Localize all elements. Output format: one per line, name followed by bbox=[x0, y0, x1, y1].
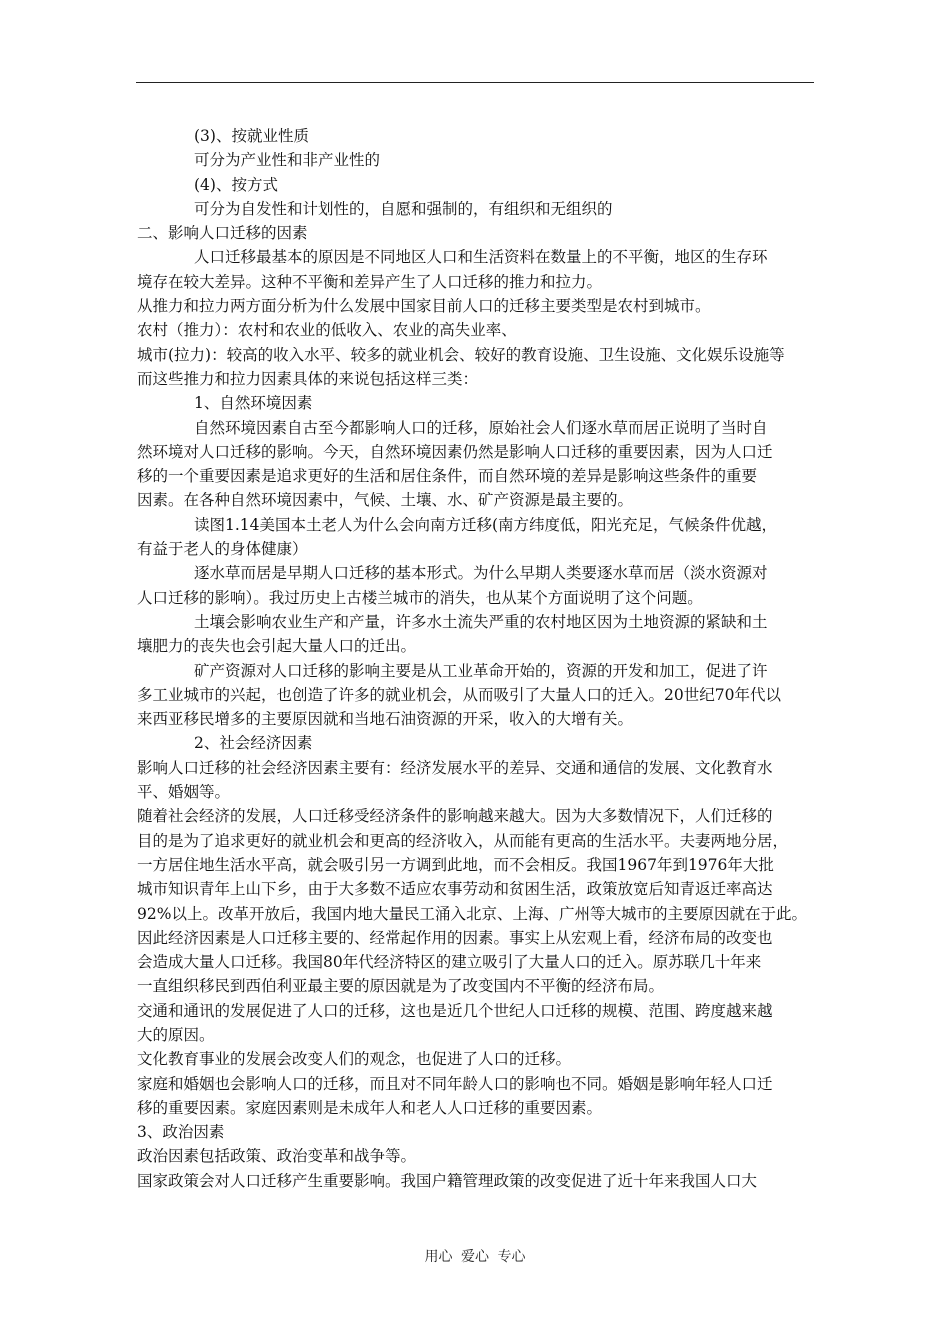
document-body bbox=[137, 124, 815, 1193]
text-line: 会造成大量人口迁移。我国80年代经济特区的建立吸引了大量人口的迁入。原苏联几十年来 bbox=[137, 953, 762, 972]
text-line: 土壤会影响农业生产和产量，许多水土流失严重的农村地区因为土地资源的紧缺和土 bbox=[194, 612, 768, 631]
text-line: 92%以上。改革开放后，我国内地大量民工涌入北京、上海、广州等大城市的主要原因就在于此。 bbox=[137, 904, 807, 923]
subsection-heading: 2、社会经济因素 bbox=[194, 734, 313, 753]
text-line: 从推力和拉力两方面分析为什么发展中国家目前人口的迁移主要类型是农村到城市。 bbox=[137, 297, 711, 316]
text-line: 农村（推力）：农村和农业的低收入、农业的高失业率、 bbox=[137, 321, 517, 340]
text-line: 然环境对人口迁移的影响。今天，自然环境因素仍然是影响人口迁移的重要因素，因为人口迁 bbox=[137, 442, 773, 461]
text-line: 逐水草而居是早期人口迁移的基本形式。为什么早期人类要逐水草而居（淡水资源对 bbox=[194, 564, 768, 583]
text-line: 读图1.14美国本土老人为什么会向南方迁移(南方纬度低，阳光充足，气候条件优越， bbox=[194, 515, 778, 534]
text-line: 随着社会经济的发展，人口迁移受经济条件的影响越来越大。因为大多数情况下，人们迁移的 bbox=[137, 807, 773, 826]
text-line: 交通和通讯的发展促进了人口的迁移，这也是近几个世纪人口迁移的规模、范围、跨度越来越 bbox=[137, 1001, 773, 1020]
text-line: 而这些推力和拉力因素具体的来说包括这样三类： bbox=[137, 369, 479, 388]
text-line: 国家政策会对人口迁移产生重要影响。我国户籍管理政策的改变促进了近十年来我国人口大 bbox=[137, 1171, 758, 1190]
text-line: 有益于老人的身体健康） bbox=[137, 540, 308, 559]
text-line: 因此经济因素是人口迁移主要的、经常起作用的因素。事实上从宏观上看，经济布局的改变也 bbox=[137, 928, 773, 947]
text-line: 大的原因。 bbox=[137, 1025, 215, 1044]
text-line: 家庭和婚姻也会影响人口的迁移，而且对不同年龄人口的影响也不同。婚姻是影响年轻人口迁 bbox=[137, 1074, 773, 1093]
section-heading: 二、影响人口迁移的因素 bbox=[137, 224, 308, 243]
text-line: 政治因素包括政策、政治变革和战争等。 bbox=[137, 1147, 417, 1166]
text-line: 移的重要因素。家庭因素则是未成年人和老人人口迁移的重要因素。 bbox=[137, 1098, 603, 1117]
text-line: 移的一个重要因素是追求更好的生活和居住条件，而自然环境的差异是影响这些条件的重要 bbox=[137, 467, 758, 486]
page-footer: 用心 爱心 专心 bbox=[424, 1249, 526, 1265]
text-line: 可分为产业性和非产业性的 bbox=[194, 151, 381, 170]
text-line: 多工业城市的兴起，也创造了许多的就业机会，从而吸引了大量人口的迁入。20世纪70年代以 bbox=[137, 685, 781, 704]
text-line: 目的是为了追求更好的就业机会和更高的经济收入，从而能有更高的生活水平。夫妻两地分居， bbox=[137, 831, 789, 850]
text-line: 城市知识青年上山下乡，由于大多数不适应农事劳动和贫困生活，政策放宽后知青返迁率高达 bbox=[137, 880, 773, 899]
text-line: 文化教育事业的发展会改变人们的观念，也促进了人口的迁移。 bbox=[137, 1050, 572, 1069]
subsection-heading: 1、自然环境因素 bbox=[194, 394, 313, 413]
text-line: 矿产资源对人口迁移的影响主要是从工业革命开始的，资源的开发和加工，促进了许 bbox=[194, 661, 768, 680]
text-line: 人口迁移的影响）。我过历史上古楼兰城市的消失，也从某个方面说明了这个问题。 bbox=[137, 588, 703, 607]
text-line: (3)、按就业性质 bbox=[194, 127, 309, 145]
header-rule bbox=[136, 82, 814, 83]
text-line: 影响人口迁移的社会经济因素主要有：经济发展水平的差异、交通和通信的发展、文化教育水 bbox=[137, 758, 773, 777]
text-line: 因素。在各种自然环境因素中，气候、土壤、水、矿产资源是最主要的。 bbox=[137, 491, 634, 510]
text-line: 一方居住地生活水平高，就会吸引另一方调到此地，而不会相反。我国1967年到1976年大批 bbox=[137, 855, 774, 874]
text-line: 来西亚移民增多的主要原因就和当地石油资源的开采，收入的大增有关。 bbox=[137, 710, 634, 729]
text-line: 境存在较大差异。这种不平衡和差异产生了人口迁移的推力和拉力。 bbox=[137, 272, 603, 291]
text-line: 人口迁移最基本的原因是不同地区人口和生活资料在数量上的不平衡，地区的生存环 bbox=[194, 248, 768, 267]
text-line: 可分为自发性和计划性的，自愿和强制的，有组织和无组织的 bbox=[194, 199, 613, 218]
text-line: (4)、按方式 bbox=[194, 175, 278, 194]
text-line: 壤肥力的丧失也会引起大量人口的迁出。 bbox=[137, 637, 417, 656]
subsection-heading: 3、政治因素 bbox=[137, 1123, 225, 1142]
text-line: 自然环境因素自古至今都影响人口的迁移，原始社会人们逐水草而居正说明了当时自 bbox=[194, 418, 768, 437]
text-line: 平、婚姻等。 bbox=[137, 783, 231, 802]
text-line: 一直组织移民到西伯利亚最主要的原因就是为了改变国内不平衡的经济布局。 bbox=[137, 977, 665, 996]
text-line: 城市(拉力)：较高的收入水平、较多的就业机会、较好的教育设施、卫生设施、文化娱乐设施等 bbox=[137, 345, 785, 364]
